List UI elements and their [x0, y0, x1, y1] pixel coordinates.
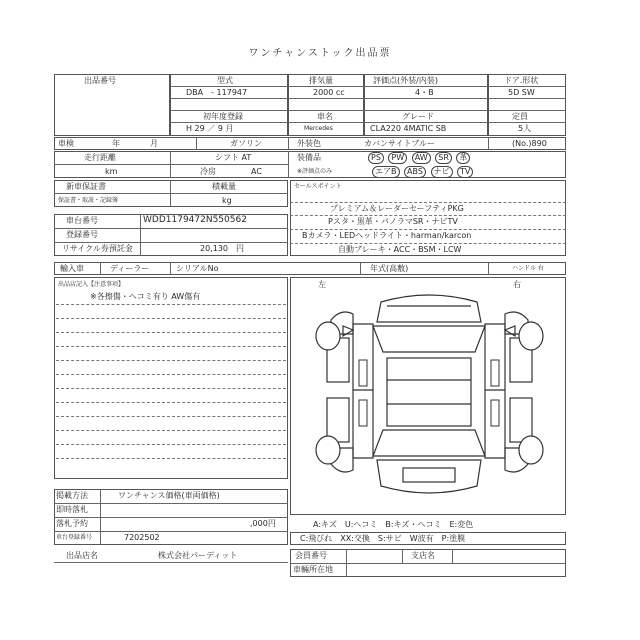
- equip-leather: 革: [456, 152, 470, 164]
- equip-navi: ナビ: [431, 166, 453, 178]
- capacity-label: 定員: [512, 112, 528, 121]
- selling-point-4: 自動ブレーキ・ACC・BSM・LCW: [338, 245, 462, 254]
- grade-label: グレード: [402, 112, 434, 121]
- equipment-list: [368, 152, 472, 164]
- shift-label: シフト AT: [215, 153, 252, 162]
- maker-value: Mercedes: [304, 125, 333, 132]
- lot-number-label: 出品番号: [84, 76, 116, 85]
- grade-value: CLA220 4MATIC SB: [370, 124, 447, 133]
- equipment-note: ※評価点のみ: [297, 168, 333, 175]
- equip-pw: PW: [388, 152, 407, 164]
- reg-no-label: 車台登録番号: [56, 534, 93, 541]
- selling-point-2: Pスタ・黒革・パノラマSR・ナビTV: [328, 217, 458, 226]
- recycle-label: リサイクル券預託金: [62, 244, 133, 253]
- registration-label: 登録番号: [66, 230, 98, 239]
- inspection-year: 年: [112, 139, 120, 148]
- color-value: カバンサイトブルー: [364, 139, 435, 148]
- handle-label: ハンドル 右: [512, 265, 544, 272]
- color-number: (No.)890: [512, 139, 547, 148]
- model-value: DBA - 117947: [186, 88, 248, 97]
- equip-tv: TV: [457, 166, 473, 178]
- capacity-value: 5人: [518, 124, 532, 133]
- method-label: 掲載方法: [56, 491, 88, 500]
- price-value: ,000円: [250, 519, 276, 528]
- car-damage-diagram: [291, 280, 568, 514]
- load-label: 積載量: [212, 182, 236, 191]
- chassis-value: WDD1179472N550562: [143, 215, 247, 225]
- equipment-label: 装備品: [297, 153, 321, 162]
- member-label: 会員番号: [295, 551, 327, 560]
- instant-label: 即時落札: [56, 505, 88, 514]
- year-type-label: 年式(高敷): [370, 264, 409, 273]
- recycle-value: 20,130 円: [200, 244, 244, 253]
- displacement-label: 排気量: [309, 76, 333, 85]
- door-label: ドア.形状: [504, 76, 539, 85]
- ac-value: AC: [251, 167, 262, 176]
- contract-label: 落札予約: [56, 519, 88, 528]
- mileage-unit: km: [105, 167, 118, 176]
- notes-heading: 出品店記入【注意事項】: [58, 281, 125, 288]
- equip-airbag: エアB: [372, 166, 400, 178]
- first-reg-label: 初年度登録: [203, 112, 243, 121]
- rating-label: 評価点(外装/内装): [373, 76, 438, 85]
- storage-label: 車輛所在地: [293, 565, 333, 574]
- warranty-label: 新車保証書: [66, 182, 106, 191]
- mileage-label: 走行距離: [84, 153, 116, 162]
- inspection-label: 車検: [58, 139, 74, 148]
- selling-point-1: プレミアム＆レーダーセーフティPKG: [330, 204, 464, 213]
- chassis-label: 車台番号: [66, 216, 98, 225]
- fuel-value: ガソリン: [230, 139, 262, 148]
- selling-point-3: Bカメラ・LEDヘッドライト・harman/karcon: [302, 231, 472, 240]
- door-value: 5D SW: [508, 88, 535, 97]
- displacement-value: 2000 cc: [313, 88, 345, 97]
- first-reg-value: H 29 ／ 9 月: [186, 124, 234, 133]
- notes-line-1: ※各擦傷・ヘコミ有り AW傷有: [90, 292, 201, 301]
- notes-box: [54, 277, 288, 479]
- inspection-month: 月: [150, 139, 158, 148]
- shop-label: 出品店名: [66, 551, 98, 560]
- left-side-mark: 左: [318, 280, 326, 289]
- load-unit: kg: [222, 196, 232, 205]
- shop-value: 株式会社パーディット: [158, 551, 238, 560]
- legend-line-2: C:飛びれ XX:交換 S:サビ W波有 P:塗膜: [300, 534, 466, 543]
- ac-label: 冷房: [200, 167, 216, 176]
- equip-ps: PS: [368, 152, 384, 164]
- equipment-list-2: [372, 166, 475, 178]
- color-label: 外装色: [297, 139, 321, 148]
- legend-line-1: A:キズ U:ヘコミ B:キズ・ヘコミ E:変色: [313, 520, 474, 529]
- right-side-mark: 右: [513, 280, 521, 289]
- equip-abs: ABS: [404, 166, 426, 178]
- model-label: 型式: [217, 76, 233, 85]
- method-value: ワンチャンス価格(車両価格): [118, 491, 220, 500]
- selling-points-label: セールスポイント: [294, 183, 342, 190]
- dealer-label: ディーラー: [110, 264, 150, 273]
- import-label: 輸入車: [60, 264, 84, 273]
- reg-no-value: 7202502: [124, 533, 160, 542]
- warranty-docs: 保証書・取説・記録簿: [58, 197, 119, 204]
- equip-aw: AW: [412, 152, 431, 164]
- maker-label: 車名: [317, 112, 333, 121]
- equip-sr: SR: [435, 152, 452, 164]
- sheet-title: ワンチャンストック出品票: [248, 48, 392, 59]
- branch-label: 支店名: [411, 551, 435, 560]
- serial-label: シリアルNo: [176, 264, 219, 273]
- rating-value: 4・B: [415, 88, 434, 97]
